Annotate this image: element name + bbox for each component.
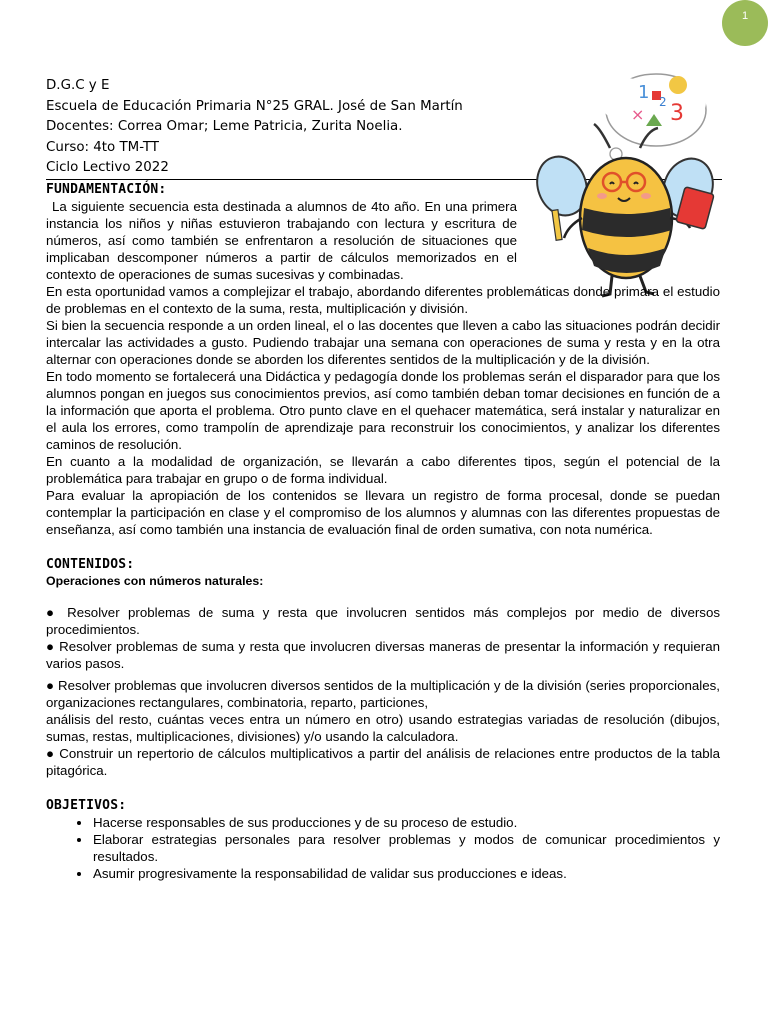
objetivos-item: • Hacerse responsables de sus producciones y de su proceso de estudio. [92,814,720,831]
fundamentacion-paragraph: En esta oportunidad vamos a complejizar el trabajo, abordando diferentes problemáticas donde primara el estudio de problemas en el contexto de la suma, resta, multiplicación y división. [46,284,720,316]
document-header [46,76,486,179]
document-body [46,181,720,882]
objetivos-item: • Elaborar estrategias personales para resolver problemas y modos de comunicar procedimientos y resultados. [92,831,720,865]
fundamentacion-paragraph: Para evaluar la apropiación de los contenidos se llevara un registro de forma procesal, donde se puedan contemplar la participación en clase y el compromiso de los alumnos y alumnas con las diferentes propuestas de enseñanza, así como también una instancia de evaluación final de orden sumativa, con nota numérica. [46,488,720,537]
contenidos-item: ● Resolver problemas de suma y resta que involucren sentidos más complejos por medio de diversos procedimientos. [46,605,720,637]
contenidos-item: ● Resolver problemas de suma y resta que involucren diversas maneras de presentar la información y requieran varios pasos. [46,639,720,671]
bubble-symbol: 3 [670,101,684,126]
bubble-symbol: 1 [638,82,650,103]
contenidos-subtitle: Operaciones con números naturales: [46,574,264,588]
fundamentacion-paragraph: En cuanto a la modalidad de organización, se llevarán a cabo diferentes tipos, según el potencial de la problemática para trabajar en grupo o de forma individual. [46,454,720,486]
fundamentacion-title: FUNDAMENTACIÓN: [46,182,167,197]
fundamentacion-paragraph: Si bien la secuencia responde a un orden lineal, el o las docentes que lleven a cabo las situaciones podrán decidir intercalar las actividades a gusto. Pudiendo trabajar una semana con operaciones de suma y resta y en la otra alternar con operaciones donde se aborden los diferentes sentidos de la multiplicación y de la división. [46,318,720,367]
objetivos-title: OBJETIVOS: [46,798,127,813]
fundamentacion-intro: La siguiente secuencia esta destinada a alumnos de 4to año. En una primera instancia los niños y niñas estuvieron trabajando con lectura y escritura de números, así como también se enfrentaron a resolución de situaciones que implicaban descomponer números a partir de cálculos memorizados en el contexto de operaciones de sumas sucesivas y combinadas. [46,199,517,282]
page-number: 1 [741,10,749,22]
header-line: Curso: 4to TM-TT [46,139,159,155]
header-line: Ciclo Lectivo 2022 [46,160,169,175]
contenidos-item: ● Construir un repertorio de cálculos multiplicativos a partir del análisis de relaciones entre productos de la tabla pitagórica. [46,746,720,778]
objetivos-item: • Asumir progresivamente la responsabilidad de validar sus producciones e ideas. [92,865,720,882]
page-number-badge [722,0,768,46]
header-line: D.G.C y E [46,78,110,93]
header-line: Docentes: Correa Omar; Leme Patricia, Zurita Noelia. [46,119,403,134]
bubble-symbol: × [631,105,645,124]
contenidos-title: CONTENIDOS: [46,557,135,572]
contenidos-item: ● Resolver problemas que involucren diversos sentidos de la multiplicación y de la división (series proporcionales, organizaciones rectangulares, combinatoria, reparto, particiones, [46,678,720,710]
objetivos-list [46,814,720,882]
header-line: Escuela de Educación Primaria N°25 GRAL. José de San Martín [46,98,463,114]
contenidos-item: análisis del resto, cuántas veces entra un número en otro) usando estrategias variadas de resolución (dibujos, sumas, restas, multiplicaciones, divisiones) y/o usando la calculadora. [46,712,720,744]
bubble-symbol: 2 [659,95,667,109]
fundamentacion-paragraph: En todo momento se fortalecerá una Didáctica y pedagogía donde los problemas serán el disparador para que los alumnos pongan en juegos sus conocimientos previos, así como también deban tomar decisiones en función de a la información que aporta el problema. Otro punto clave en el quehacer matemática, será instalar y naturalizar en el aula los errores, como trampolín de aprendizaje para reconstruir los conocimientos, y analizar los diferentes caminos de resolución. [46,369,720,452]
thought-bubble-icon [600,74,706,172]
